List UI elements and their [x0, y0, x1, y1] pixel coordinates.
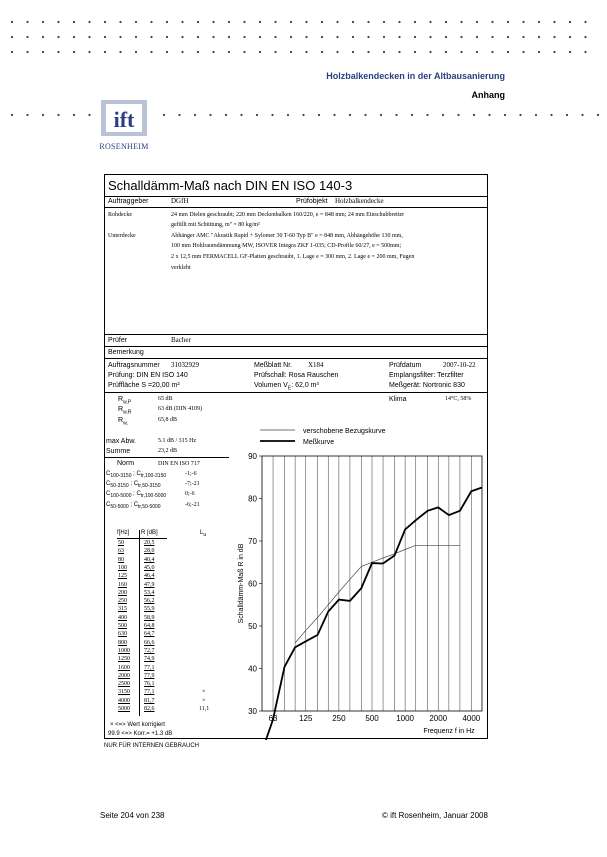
klima-value: 14°C, 58% [445, 396, 472, 402]
dot [398, 21, 400, 23]
table-freq: 630 [118, 631, 127, 638]
auftrag-label: Auftragsnummer [108, 362, 160, 369]
dot [426, 114, 428, 116]
dot [243, 21, 245, 23]
table-value: 77,9 [144, 672, 155, 679]
x-tick-label: 2000 [429, 714, 448, 723]
table-value: 28,0 [144, 548, 155, 555]
empfangsfilter: Emplangsfilter: Terzfilter [389, 372, 464, 379]
rwp-value: 65 dB [158, 396, 173, 402]
table-freq: 125 [118, 573, 127, 580]
object-value: Holzbalkendecke [335, 197, 384, 205]
dot [349, 114, 351, 116]
dot [336, 21, 338, 23]
column-divider [139, 530, 140, 716]
rwp-label: $R_{w,P}$ [118, 396, 132, 406]
table-value: 81,7 [144, 697, 155, 704]
table-freq: 50 [118, 540, 124, 546]
dot [104, 21, 106, 23]
table-value: 56,2 [144, 598, 155, 605]
dot [352, 21, 354, 23]
dot [228, 21, 230, 23]
y-axis-label: Schalldämm-Maß R in dB [238, 543, 245, 624]
table-freq: 2500 [118, 681, 130, 688]
dot [259, 51, 261, 53]
dot [228, 51, 230, 53]
dot [336, 51, 338, 53]
dot [538, 51, 540, 53]
c-term-4: $C_{50-5000}$ ; $C_{tr,50-5000}$ [106, 502, 161, 511]
dot [491, 36, 493, 38]
dot [290, 36, 292, 38]
dot [569, 36, 571, 38]
table-value: 77,1 [144, 689, 155, 696]
c-term-3: $C_{100-5000}$ ; $C_{tr,100-5000}$ [106, 491, 167, 500]
dot [212, 21, 214, 23]
y-tick-label: 80 [248, 494, 257, 504]
table-freq: 800 [118, 639, 127, 646]
dot [302, 114, 304, 116]
dot [333, 114, 335, 116]
dot [445, 36, 447, 38]
c-term-1-value: -1;-6 [185, 471, 197, 477]
dot [119, 51, 121, 53]
table-value: 76,1 [144, 681, 155, 688]
table-freq: 500 [118, 623, 127, 629]
dot [445, 51, 447, 53]
table-freq: 4000 [118, 697, 130, 704]
table-value: 82,6 [144, 706, 155, 712]
rohdecke-line-2: gefüllt mit Schüttung, m'' = 80 kg/m² [171, 222, 260, 228]
dot [488, 114, 490, 116]
dot [271, 114, 273, 116]
unterdecke-line-3: 2 x 12,5 mm FERMACELL GF-Platten geschraubt, 1. Lage e = 300 mm, 2. Lage e = 200 mm, Fugen [171, 254, 415, 260]
dot [398, 51, 400, 53]
maxabw-label: max Abw. [106, 438, 136, 445]
dot [538, 21, 540, 23]
dot [429, 21, 431, 23]
dot [26, 114, 28, 116]
dot [367, 21, 369, 23]
volumen: Volumen $V_E$: 62,0 m³ [254, 382, 319, 392]
dot [584, 21, 586, 23]
unterdecke-line-2: 100 mm Hohlraumdämmung MW, ISOVER Integra ZKF 1-035; CD-Profile 60/27, e = 500mm; [171, 243, 402, 249]
dot [26, 21, 28, 23]
dot [26, 36, 28, 38]
internal-note: NUR FÜR INTERNEN GEBRAUCH [104, 743, 200, 749]
dot [414, 21, 416, 23]
table-value: 72,7 [144, 647, 155, 654]
unterdecke-label: Unterdecke [108, 233, 136, 239]
dot [228, 36, 230, 38]
dot [538, 36, 540, 38]
divider [104, 346, 488, 347]
summe-label: Summe [106, 448, 131, 455]
dot [569, 21, 571, 23]
dotted-rule [0, 35, 607, 39]
y-tick-label: 60 [248, 579, 257, 589]
dot [135, 51, 137, 53]
dot [88, 21, 90, 23]
dot [150, 51, 152, 53]
dot [491, 21, 493, 23]
dot [305, 51, 307, 53]
table-freq: 80 [118, 556, 124, 563]
logo-subtext: ROSENHEIM [99, 142, 149, 151]
dot [256, 114, 258, 116]
dot [73, 51, 75, 53]
dot [274, 21, 276, 23]
header-subtitle: Anhang [471, 90, 505, 100]
divider [104, 334, 488, 335]
dot [429, 36, 431, 38]
pruefer-value: Bacher [171, 336, 191, 344]
dot [194, 114, 196, 116]
dot [318, 114, 320, 116]
dotted-rule [0, 20, 607, 24]
pruefdatum-label: Prüfdatum [389, 362, 422, 369]
dot [243, 36, 245, 38]
dot [225, 114, 227, 116]
y-tick-label: 40 [248, 664, 257, 674]
dot [383, 36, 385, 38]
dot [491, 51, 493, 53]
col-l-header: $L_u$ [200, 530, 207, 539]
dot [553, 51, 555, 53]
dot [209, 114, 211, 116]
rwr-label: $R_{w,R}$ [118, 406, 132, 416]
messgeraet: Meßgerät: Nortronic 830 [389, 382, 465, 389]
table-correction: × [202, 697, 206, 704]
dot [383, 51, 385, 53]
dot [321, 51, 323, 53]
dot [336, 36, 338, 38]
norm-value: DIN EN ISO 717 [158, 461, 200, 467]
y-tick-label: 70 [248, 537, 257, 546]
dot [398, 36, 400, 38]
dot [553, 21, 555, 23]
divider [117, 538, 167, 539]
table-freq: 5000 [118, 706, 130, 712]
x-tick-label: 125 [299, 714, 313, 723]
dot [88, 51, 90, 53]
dot [178, 114, 180, 116]
table-value: 55,9 [144, 606, 155, 613]
c-term-3-value: 0;-6 [185, 491, 195, 497]
report-title: Schalldämm-Maß nach DIN EN ISO 140-3 [108, 178, 353, 193]
rw-label: $R_{w,}$ [118, 417, 128, 427]
dot [73, 114, 75, 116]
copyright: © ift Rosenheim, Januar 2008 [382, 811, 488, 820]
dot [367, 51, 369, 53]
auftrag-value: 31032929 [171, 361, 199, 369]
dot [119, 36, 121, 38]
client-label: Auftraggeber [108, 198, 149, 205]
dot [380, 114, 382, 116]
dot [181, 21, 183, 23]
table-freq: 160 [118, 581, 127, 588]
unterdecke-line-4: verklebt [171, 265, 191, 271]
dot [519, 114, 521, 116]
dot [581, 114, 583, 116]
table-value: 77,1 [144, 664, 155, 671]
dot [383, 21, 385, 23]
table-value: 47,9 [144, 581, 155, 588]
dot [364, 114, 366, 116]
logo-wordmark: ift [113, 107, 135, 132]
x-tick-label: 63 [268, 714, 278, 723]
dot [553, 36, 555, 38]
y-tick-label: 90 [248, 452, 257, 461]
table-freq: 100 [118, 564, 127, 571]
table-freq: 250 [118, 598, 127, 605]
dot [181, 36, 183, 38]
dot [287, 114, 289, 116]
table-value: 64,7 [144, 631, 155, 638]
dot [429, 51, 431, 53]
rohdecke-line-1: 24 mm Dielen geschraubt; 220 mm Deckenbalken 160/220, e = 848 mm; 24 mm Einschubbretter [171, 212, 405, 218]
table-value: 74,9 [144, 656, 155, 663]
table-value: 45,0 [144, 564, 155, 571]
dot [57, 51, 59, 53]
dot [584, 36, 586, 38]
dot [507, 36, 509, 38]
dot [352, 51, 354, 53]
divider [104, 457, 229, 458]
x-tick-label: 250 [332, 714, 346, 723]
pruefschall: Prüfschall: Rosa Rauschen [254, 372, 339, 379]
dot [197, 36, 199, 38]
dot [395, 114, 397, 116]
dot [42, 114, 44, 116]
dotted-rule [0, 50, 607, 54]
col-f-header: f[Hz] [117, 530, 130, 536]
table-freq: 63 [118, 548, 124, 555]
dot [476, 36, 478, 38]
dot [535, 114, 537, 116]
dot [197, 21, 199, 23]
x-axis-label: Frequenz f in Hz [423, 728, 475, 735]
dot [352, 36, 354, 38]
dotted-rule [0, 113, 607, 117]
summe-value: 23,2 dB [158, 448, 178, 454]
table-freq: 2000 [118, 672, 130, 679]
dot [290, 51, 292, 53]
col-r-header: R [dB] [141, 530, 158, 536]
dot [507, 21, 509, 23]
table-correction: × [202, 689, 206, 696]
dot [566, 114, 568, 116]
divider [104, 207, 488, 208]
table-freq: 1000 [118, 647, 130, 654]
rohdecke-label: Rohdecke [108, 212, 132, 218]
y-tick-label: 50 [248, 622, 257, 631]
dot [73, 36, 75, 38]
dot [42, 21, 44, 23]
dot [166, 36, 168, 38]
dot [442, 114, 444, 116]
dot [166, 21, 168, 23]
c-term-1: $C_{100-3150}$ ; $C_{tr,100-3150}$ [106, 471, 167, 480]
dot [504, 114, 506, 116]
y-tick-label: 30 [248, 707, 257, 716]
dot [104, 36, 106, 38]
table-value: 40,4 [144, 556, 155, 563]
dot [476, 51, 478, 53]
dot [197, 51, 199, 53]
pruefdatum-value: 2007-10-22 [443, 361, 476, 369]
dot [150, 21, 152, 23]
dot [88, 36, 90, 38]
dot [445, 21, 447, 23]
x-tick-label: 1000 [396, 714, 415, 723]
legend-label-reference: verschobene Bezugskurve [303, 428, 386, 435]
dot [522, 36, 524, 38]
messblatt-value: X184 [308, 361, 324, 369]
table-value: 66,6 [144, 639, 155, 646]
dot [243, 51, 245, 53]
table-note-2: 99.9 <=> Korr.= +1.3 dB [108, 731, 173, 737]
pruefer-label: Prüfer [108, 337, 128, 344]
x-tick-label: 500 [365, 714, 379, 723]
table-value: 46,4 [144, 573, 155, 580]
dot [57, 36, 59, 38]
table-freq: 3150 [118, 689, 130, 696]
norm-label: Norm [117, 460, 135, 467]
table-value: 58,9 [144, 614, 155, 621]
sound-reduction-chart [230, 420, 486, 740]
table-value: 53,4 [144, 589, 155, 596]
dot [42, 51, 44, 53]
dot [305, 36, 307, 38]
dot [522, 21, 524, 23]
dot [240, 114, 242, 116]
dot [11, 36, 13, 38]
dot [212, 36, 214, 38]
dot [290, 21, 292, 23]
dot [73, 21, 75, 23]
dot [460, 36, 462, 38]
dot [135, 36, 137, 38]
dot [88, 114, 90, 116]
dot [135, 21, 137, 23]
dot [414, 36, 416, 38]
table-freq: 315 [118, 606, 127, 613]
table-freq: 400 [118, 614, 127, 621]
prueflaeche: Prüffläche S =20,00 m² [108, 382, 180, 389]
dot [597, 114, 599, 116]
dot [181, 51, 183, 53]
dot [166, 51, 168, 53]
dot [321, 21, 323, 23]
table-correction: 11,1 [199, 706, 210, 712]
messblatt-label: Meßblatt Nr. [254, 362, 293, 369]
dot [11, 114, 13, 116]
c-term-4-value: -6;-21 [185, 502, 200, 508]
client-value: DGfH [171, 197, 189, 205]
dot [57, 114, 59, 116]
dot [411, 114, 413, 116]
dot [150, 36, 152, 38]
c-term-2-value: -7;-21 [185, 481, 200, 487]
dot [584, 51, 586, 53]
maxabw-value: 5.1 dB / 315 Hz [158, 438, 197, 444]
dot [367, 36, 369, 38]
dot [522, 51, 524, 53]
klima-label: Klima [389, 396, 407, 403]
dot [473, 114, 475, 116]
divider [104, 196, 488, 197]
dot [57, 21, 59, 23]
dot [507, 51, 509, 53]
object-label: Prüfobjekt [296, 198, 328, 205]
dot [11, 21, 13, 23]
c-term-2: $C_{50-3150}$ ; $C_{tr,50-3150}$ [106, 481, 161, 490]
divider [104, 392, 488, 393]
dot [460, 21, 462, 23]
rwr-value: 63 dB (DIN 4109) [158, 406, 203, 412]
rw-value: 65,8 dB [158, 417, 178, 423]
dot [42, 36, 44, 38]
x-tick-label: 4000 [462, 714, 481, 723]
dot [212, 51, 214, 53]
dot [274, 51, 276, 53]
dot [119, 21, 121, 23]
table-freq: 1250 [118, 656, 130, 663]
pruefung: Prüfung: DIN EN ISO 140 [108, 372, 188, 379]
dot [321, 36, 323, 38]
dot [259, 36, 261, 38]
dot [457, 114, 459, 116]
dot [163, 114, 165, 116]
dot [414, 51, 416, 53]
table-value: 20,5 [144, 540, 155, 546]
dot [26, 51, 28, 53]
table-note-1: × <=> Wert korrigiert [110, 722, 165, 728]
table-value: 64,8 [144, 623, 155, 629]
divider [104, 358, 488, 359]
table-freq: 200 [118, 589, 127, 596]
page-number: Seite 204 von 238 [100, 811, 165, 820]
unterdecke-line-1: Abhänger AMC "Akustik Rapid + Sylomer 30 T-60 Typ B" e = 848 mm, Abhängehöhe 130 mm, [171, 233, 403, 239]
dot [476, 21, 478, 23]
dot [11, 51, 13, 53]
dot [104, 51, 106, 53]
dot [274, 36, 276, 38]
bemerkung-label: Bemerkung [108, 349, 144, 356]
dot [569, 51, 571, 53]
dot [259, 21, 261, 23]
header-title: Holzbalkendecken in der Altbausanierung [326, 71, 505, 81]
dot [305, 21, 307, 23]
table-freq: 1600 [118, 664, 130, 671]
dot [460, 51, 462, 53]
dot [550, 114, 552, 116]
legend-label-measurement: Meßkurve [303, 439, 335, 446]
